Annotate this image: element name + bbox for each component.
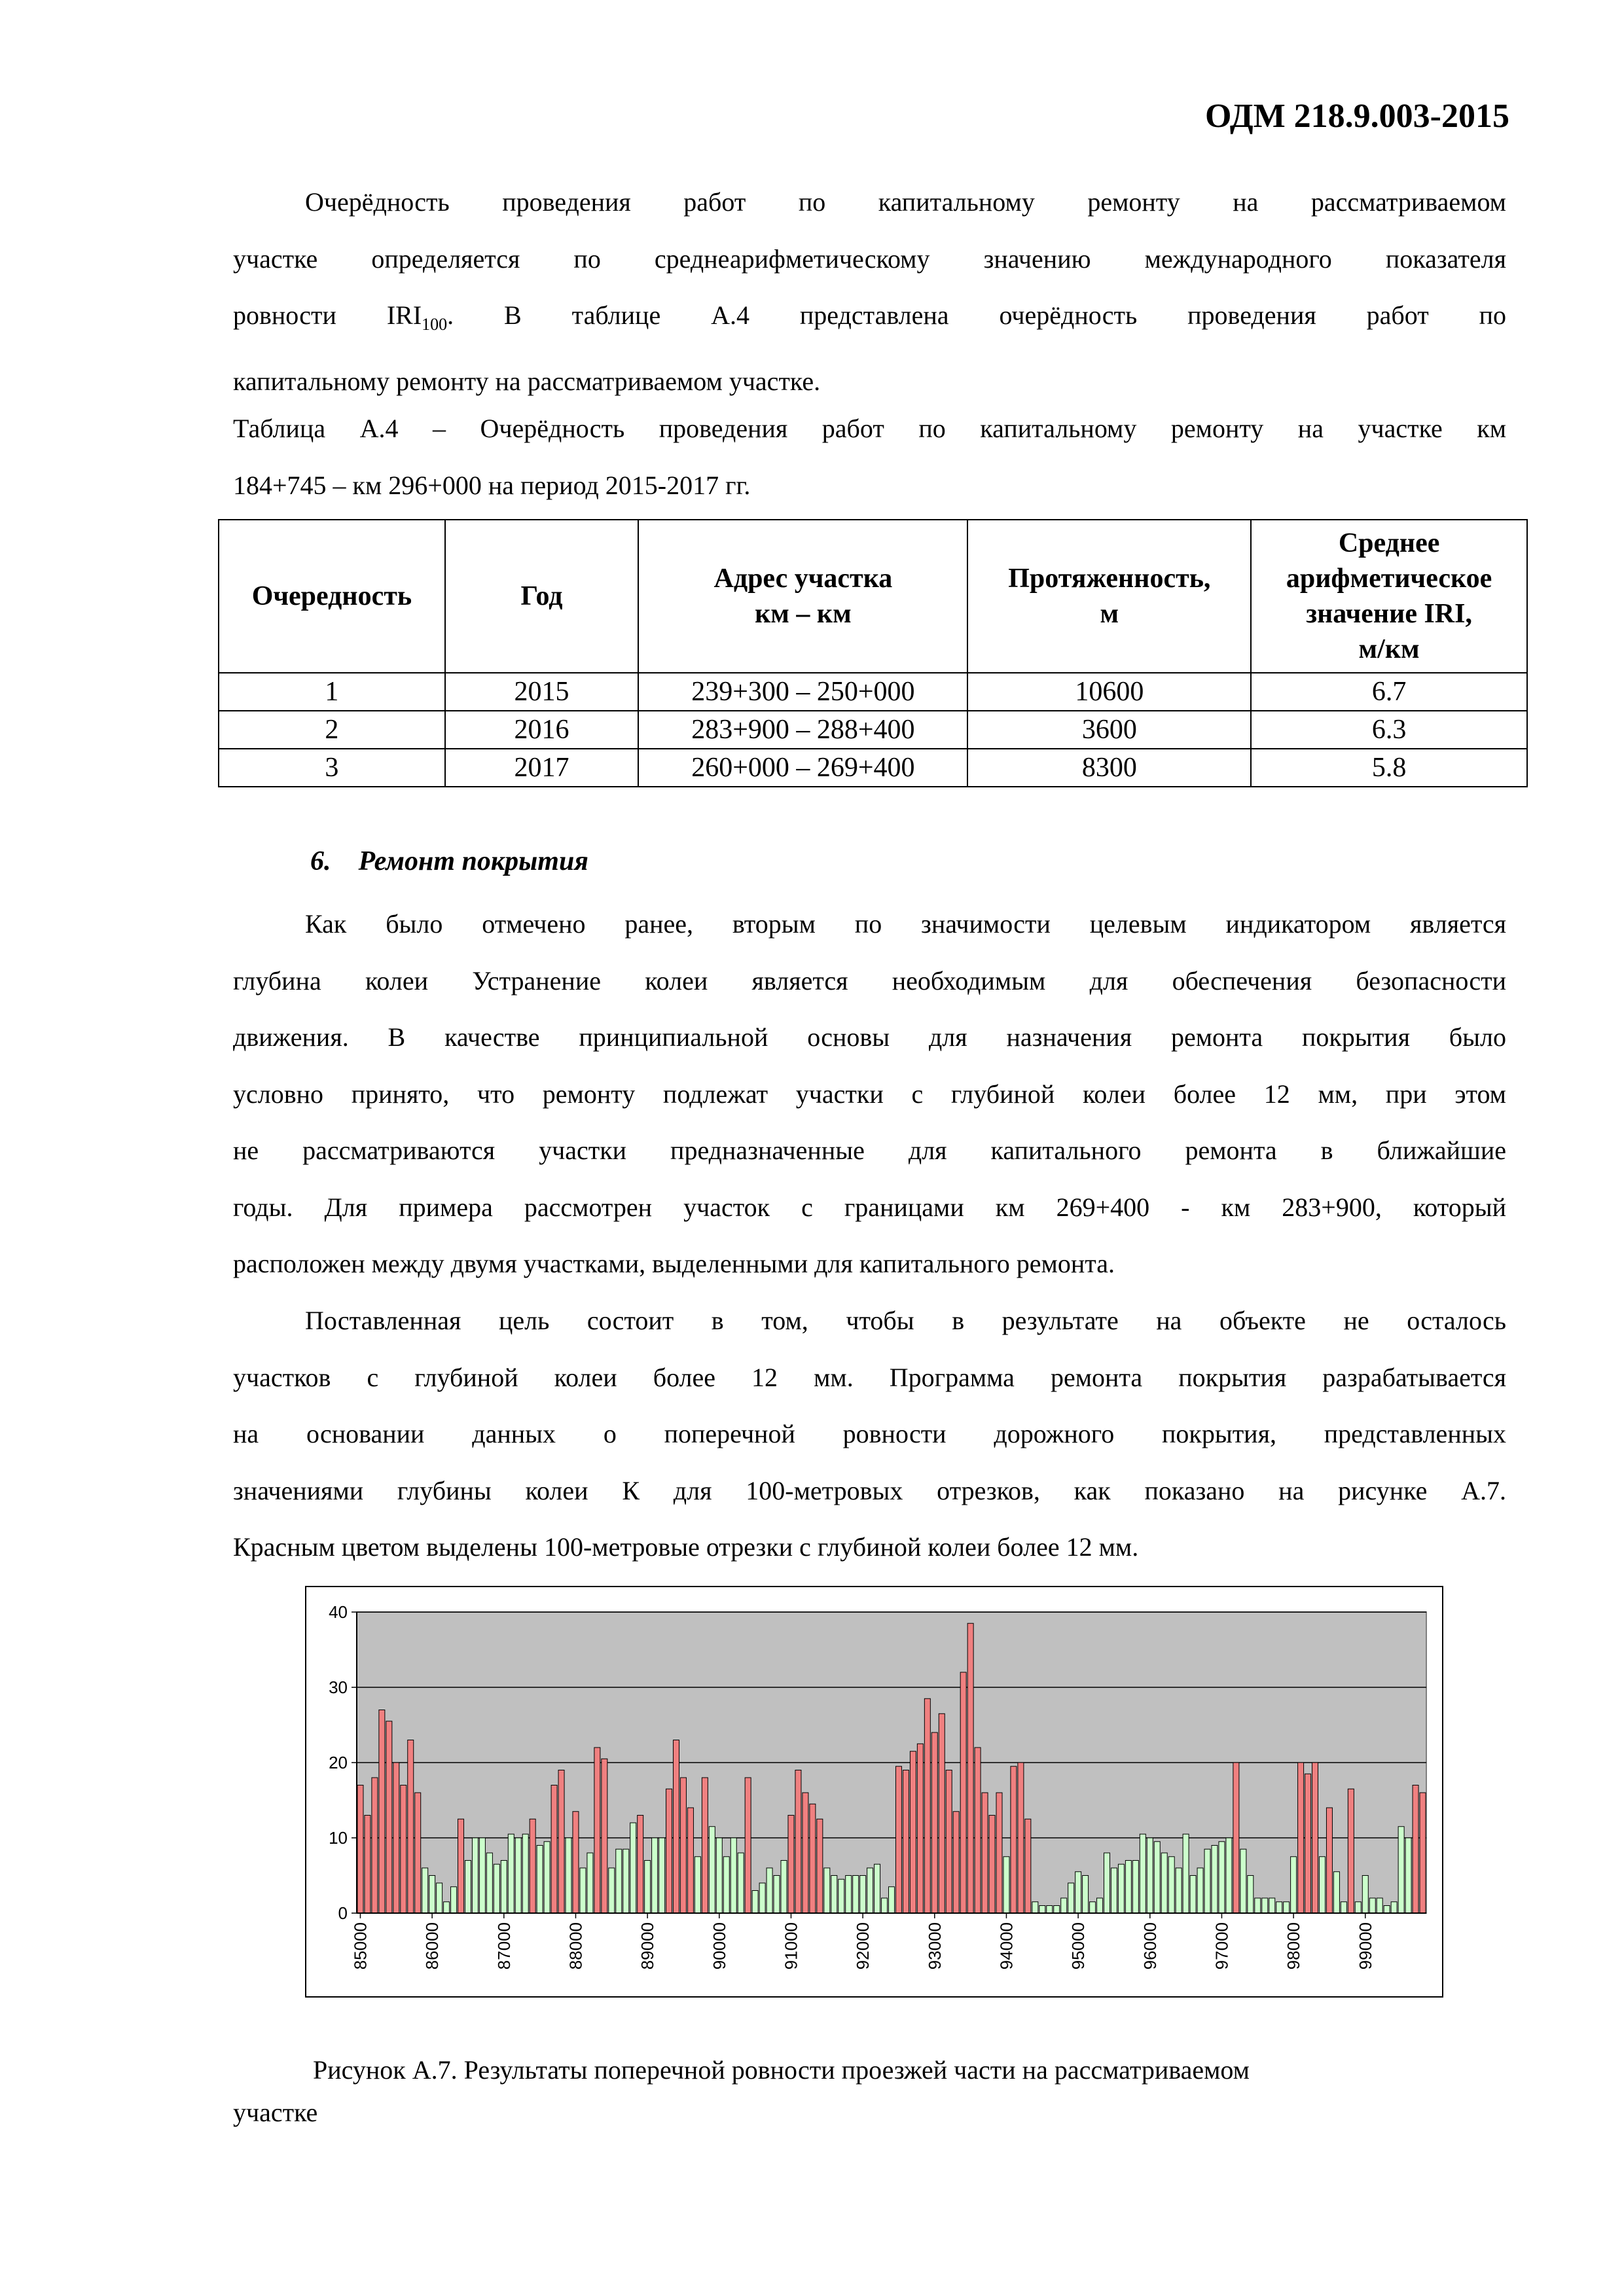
- bar: [1032, 1902, 1038, 1913]
- bar: [501, 1861, 507, 1914]
- bar: [408, 1740, 414, 1914]
- bar: [602, 1759, 607, 1913]
- y-tick-label: 20: [329, 1753, 348, 1772]
- bar: [781, 1861, 787, 1914]
- y-tick-label: 0: [338, 1903, 348, 1923]
- table-header-row: [219, 520, 1527, 673]
- bar: [1226, 1838, 1232, 1913]
- bar: [666, 1789, 672, 1913]
- bar: [537, 1846, 543, 1914]
- bar: [982, 1793, 988, 1913]
- bar: [1384, 1906, 1390, 1914]
- bar: [1140, 1834, 1146, 1913]
- bar: [645, 1861, 651, 1914]
- body-line: глубина колеи Устранение колеи является необходимым для обеспечения безопасности: [233, 965, 1506, 996]
- cell: 3: [219, 749, 445, 787]
- figure-caption-line2: участке: [233, 2098, 318, 2127]
- bar: [558, 1770, 564, 1914]
- bar: [1262, 1898, 1268, 1913]
- bar: [1097, 1898, 1103, 1913]
- bar: [1362, 1876, 1368, 1914]
- bar: [1369, 1898, 1375, 1913]
- bar: [1398, 1827, 1404, 1913]
- bar: [1003, 1857, 1009, 1913]
- bar: [1326, 1808, 1332, 1913]
- bar: [716, 1838, 722, 1913]
- bar: [357, 1785, 363, 1914]
- bar: [882, 1898, 888, 1913]
- bar: [1061, 1898, 1067, 1913]
- bar: [1240, 1849, 1246, 1913]
- bar: [903, 1770, 909, 1914]
- bar: [1075, 1872, 1081, 1913]
- body-line: расположен между двумя участками, выделенными для капитального ремонта.: [233, 1249, 1115, 1278]
- figure-caption-line1: Рисунок А.7. Результаты поперечной ровности проезжей части на рассматриваемом: [313, 2055, 1250, 2085]
- bar: [1341, 1902, 1346, 1913]
- bar: [544, 1842, 550, 1913]
- section-title: 6. Ремонт покрытия: [310, 846, 588, 876]
- cell: 8300: [967, 749, 1251, 787]
- bar: [365, 1816, 370, 1914]
- bar: [1190, 1876, 1196, 1914]
- x-tick-label: 93000: [924, 1922, 945, 1970]
- bar: [479, 1838, 485, 1913]
- bar: [931, 1732, 937, 1913]
- bar: [860, 1876, 866, 1914]
- x-tick-label: 99000: [1355, 1922, 1375, 1970]
- bar: [1125, 1861, 1131, 1914]
- bar: [386, 1721, 392, 1913]
- bar: [895, 1767, 901, 1913]
- bar: [989, 1816, 995, 1914]
- bar: [437, 1883, 442, 1913]
- body-line: участков с глубиной колеи более 12 мм. Программа ремонта покрытия разрабатывается: [233, 1362, 1506, 1392]
- document-code: ОДМ 218.9.003-2015: [1204, 98, 1509, 135]
- x-tick-label: 90000: [709, 1922, 729, 1970]
- header-priority: Очередность: [219, 520, 445, 673]
- bar: [774, 1876, 780, 1914]
- bar: [451, 1887, 457, 1913]
- bar: [1176, 1868, 1182, 1913]
- bar: [674, 1740, 679, 1914]
- body-line: на основании данных о поперечной ровности дорожного покрытия, представленных: [233, 1419, 1506, 1448]
- bar: [803, 1793, 808, 1913]
- bar: [1219, 1842, 1225, 1913]
- bar: [1405, 1838, 1411, 1913]
- cell: 239+300 – 250+000: [638, 673, 967, 711]
- body-paragraph-2: [233, 1293, 1506, 1576]
- bar: [752, 1891, 758, 1914]
- bar: [853, 1876, 859, 1914]
- bar: [1090, 1902, 1096, 1913]
- bar: [680, 1778, 686, 1913]
- body-line: движения. В качестве принципиальной основы для назначения ремонта покрытия было: [233, 1022, 1506, 1052]
- bar: [573, 1812, 579, 1913]
- bar: [551, 1785, 557, 1914]
- bar: [472, 1838, 478, 1913]
- x-tick-label: 94000: [996, 1922, 1017, 1970]
- table-row: [219, 711, 1527, 749]
- bar: [917, 1744, 923, 1913]
- body-line: Как было отмечено ранее, вторым по значимости целевым индикатором является: [305, 909, 1506, 939]
- bar: [1276, 1902, 1282, 1913]
- bar: [1025, 1819, 1031, 1913]
- bar: [379, 1710, 385, 1914]
- cell: 2015: [445, 673, 639, 711]
- bar: [996, 1793, 1002, 1913]
- bar: [1255, 1898, 1261, 1913]
- bar: [767, 1868, 772, 1913]
- intro-line: Очерёдность проведения работ по капитальному ремонту на рассматриваемом: [305, 187, 1506, 217]
- body-line: годы. Для примера рассмотрен участок с границами км 269+400 - км 283+900, который: [233, 1192, 1506, 1222]
- bar: [846, 1876, 852, 1914]
- bar: [1068, 1883, 1074, 1913]
- chart-svg: [306, 1587, 1442, 1996]
- bar: [1104, 1853, 1110, 1913]
- intro-paragraph: [233, 174, 1506, 410]
- body-line: Красным цветом выделены 100-метровые отрезки с глубиной колеи более 12 мм.: [233, 1532, 1139, 1562]
- intro-line-iri: [233, 287, 1506, 353]
- bar: [1269, 1898, 1275, 1913]
- bar: [616, 1849, 622, 1913]
- cell: 283+900 – 288+400: [638, 711, 967, 749]
- bar: [1204, 1849, 1210, 1913]
- bar: [422, 1868, 428, 1913]
- bar: [1154, 1842, 1160, 1913]
- x-tick-label: 86000: [422, 1922, 442, 1970]
- bar: [652, 1838, 658, 1913]
- bar: [709, 1827, 715, 1913]
- bar: [975, 1748, 981, 1913]
- bar: [465, 1861, 471, 1914]
- bar: [875, 1864, 880, 1913]
- bar: [1233, 1763, 1239, 1913]
- bar: [522, 1834, 528, 1913]
- bar: [824, 1868, 830, 1913]
- bar: [738, 1853, 744, 1913]
- bar: [960, 1672, 966, 1913]
- intro-line: капитальному ремонту на рассматриваемом участке.: [233, 366, 821, 396]
- bar: [1047, 1906, 1053, 1914]
- bar: [939, 1713, 945, 1913]
- bar: [723, 1857, 729, 1913]
- y-tick-label: 30: [329, 1677, 348, 1697]
- bar: [1212, 1846, 1218, 1914]
- bar: [458, 1819, 464, 1913]
- cell: 3600: [967, 711, 1251, 749]
- bar: [1291, 1857, 1297, 1913]
- bar: [1118, 1864, 1124, 1913]
- bar: [638, 1816, 643, 1914]
- x-tick-label: 89000: [638, 1922, 658, 1970]
- bar: [630, 1823, 636, 1913]
- bar: [659, 1838, 665, 1913]
- bar: [530, 1819, 535, 1913]
- bar: [444, 1902, 450, 1913]
- bar: [372, 1778, 378, 1913]
- bar: [1054, 1906, 1060, 1914]
- bar: [1413, 1785, 1418, 1914]
- bar: [623, 1849, 629, 1913]
- bar: [731, 1838, 736, 1913]
- bar: [1284, 1902, 1290, 1913]
- rut-depth-chart: [305, 1586, 1443, 1998]
- bar: [867, 1868, 873, 1913]
- bar: [494, 1864, 499, 1913]
- bar: [609, 1868, 615, 1913]
- table-caption: [233, 401, 1506, 514]
- bar: [839, 1879, 844, 1913]
- bar: [1161, 1853, 1167, 1913]
- header-year: Год: [445, 520, 639, 673]
- bar: [401, 1785, 406, 1914]
- x-tick-label: 88000: [566, 1922, 586, 1970]
- x-tick-label: 95000: [1068, 1922, 1089, 1970]
- table-row: [219, 673, 1527, 711]
- bar: [910, 1751, 916, 1913]
- cell: 6.7: [1251, 673, 1527, 711]
- bar: [695, 1857, 700, 1913]
- bar: [594, 1748, 600, 1913]
- bar: [1197, 1868, 1203, 1913]
- bar: [1377, 1898, 1382, 1913]
- x-tick-label: 85000: [350, 1922, 370, 1970]
- bar: [1183, 1834, 1189, 1913]
- table-caption-line: 184+745 – км 296+000 на период 2015-2017 гг.: [233, 470, 751, 500]
- bar: [810, 1804, 816, 1913]
- bar: [1083, 1876, 1089, 1914]
- cell: 1: [219, 673, 445, 711]
- y-tick-label: 40: [329, 1602, 348, 1622]
- intro-line: участке определяется по среднеарифметическому значению международного показателя: [233, 243, 1506, 274]
- bar: [587, 1853, 593, 1913]
- bar: [580, 1868, 586, 1913]
- bar: [1333, 1872, 1339, 1913]
- bar: [415, 1793, 421, 1913]
- bar: [788, 1816, 794, 1914]
- iri-text-before: ровности $IRI_{100}$. В таблице А.4 представлена очерёдность проведения работ по: [233, 300, 1506, 334]
- body-paragraph-1: [233, 896, 1506, 1293]
- bar: [831, 1876, 837, 1914]
- bar: [1305, 1774, 1311, 1913]
- bar: [702, 1778, 708, 1913]
- x-tick-label: 97000: [1212, 1922, 1232, 1970]
- y-tick-label: 10: [329, 1828, 348, 1848]
- bar: [759, 1883, 765, 1913]
- bar: [1168, 1857, 1174, 1913]
- bar: [486, 1853, 492, 1913]
- bar: [953, 1812, 959, 1913]
- header-length: Протяженность, м: [967, 520, 1251, 673]
- cell: 2016: [445, 711, 639, 749]
- bar: [967, 1623, 973, 1913]
- x-tick-label: 87000: [494, 1922, 514, 1970]
- table-row: [219, 749, 1527, 787]
- bar: [566, 1838, 571, 1913]
- cell: 10600: [967, 673, 1251, 711]
- header-iri: Среднее арифметическое значение IRI, м/км: [1251, 520, 1527, 673]
- bar: [1111, 1868, 1117, 1913]
- bar: [1039, 1906, 1045, 1914]
- bar: [1298, 1763, 1304, 1913]
- bar: [1011, 1767, 1017, 1913]
- x-tick-label: 98000: [1284, 1922, 1304, 1970]
- bar: [508, 1834, 514, 1913]
- x-tick-label: 92000: [853, 1922, 873, 1970]
- bar: [1132, 1861, 1138, 1914]
- body-line: условно принято, что ремонту подлежат участки с глубиной колеи более 12 мм, при этом: [233, 1079, 1506, 1109]
- bar: [687, 1808, 693, 1913]
- bar: [924, 1698, 930, 1913]
- bar: [1420, 1793, 1426, 1913]
- priority-table: [218, 519, 1528, 787]
- x-tick-label: 96000: [1140, 1922, 1160, 1970]
- cell: 5.8: [1251, 749, 1527, 787]
- bar: [946, 1770, 952, 1914]
- bar: [795, 1770, 801, 1914]
- bar: [1355, 1902, 1361, 1913]
- bar: [1147, 1838, 1153, 1913]
- bar: [889, 1887, 895, 1913]
- bar: [1248, 1876, 1254, 1914]
- cell: 2017: [445, 749, 639, 787]
- body-line: не рассматриваются участки предназначенные для капитального ремонта в ближайшие: [233, 1136, 1506, 1165]
- table-caption-line: Таблица А.4 – Очерёдность проведения работ по капитальному ремонту на участке км: [233, 414, 1506, 443]
- bar: [1348, 1789, 1354, 1913]
- x-tick-label: 91000: [781, 1922, 801, 1970]
- bar: [1312, 1763, 1318, 1913]
- cell: 2: [219, 711, 445, 749]
- bar: [745, 1778, 751, 1913]
- bar: [1391, 1902, 1397, 1913]
- body-line: Поставленная цель состоит в том, чтобы в результате на объекте не осталось: [305, 1306, 1506, 1335]
- bar: [429, 1876, 435, 1914]
- body-line: значениями глубины колеи К для 100-метровых отрезков, как показано на рисунке А.7.: [233, 1475, 1506, 1505]
- bar: [1018, 1763, 1024, 1913]
- bar: [1319, 1857, 1325, 1913]
- bar: [515, 1838, 521, 1913]
- cell: 6.3: [1251, 711, 1527, 749]
- cell: 260+000 – 269+400: [638, 749, 967, 787]
- bar: [393, 1763, 399, 1913]
- bar: [817, 1819, 823, 1913]
- header-address: Адрес участка км – км: [638, 520, 967, 673]
